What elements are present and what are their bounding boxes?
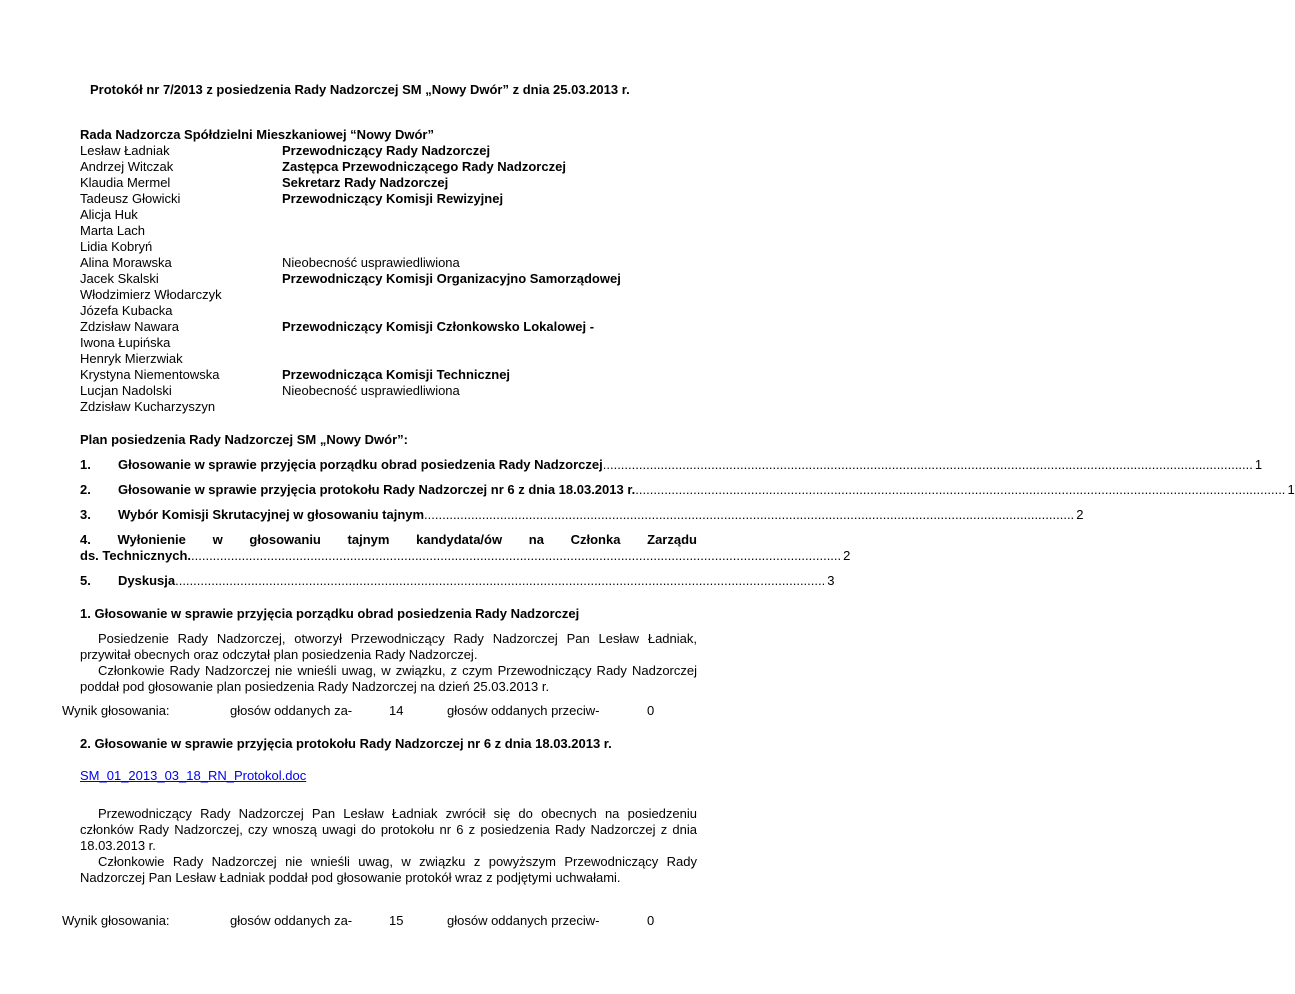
vote-label: Wynik głosowania: bbox=[62, 703, 170, 718]
member-role: Nieobecność usprawiedliwiona bbox=[282, 255, 460, 270]
toc-text: Głosowanie w sprawie przyjęcia porządku obrad posiedzenia Rady Nadzorczej bbox=[118, 457, 603, 472]
toc-page: 2 bbox=[1076, 507, 1084, 522]
member-role: Przewodniczący Komisji Organizacyjno Samorządowej bbox=[282, 271, 621, 286]
member-name: Tadeusz Głowicki bbox=[80, 191, 181, 206]
toc-text: Głosowanie w sprawie przyjęcia protokołu Rady Nadzorczej nr 6 z dnia 18.03.2013 r. bbox=[118, 482, 636, 497]
member-name: Alicja Huk bbox=[80, 207, 138, 222]
toc-number: 1. bbox=[80, 457, 91, 472]
section-1-paragraph: Członkowie Rady Nadzorczej nie wnieśli uwag, w związku, z czym Przewodniczący Rady Nadzorczej poddał pod głosowanie plan posiedzenia Rady Nadzorczej na dzień 25.03.2013 r. bbox=[80, 663, 697, 694]
member-name: Jacek Skalski bbox=[80, 271, 159, 286]
member-role: Przewodniczący Komisji Członkowsko Lokalowej - bbox=[282, 319, 595, 334]
toc-word: Wyłonienie bbox=[117, 532, 186, 547]
section-1-heading: 1. Głosowanie w sprawie przyjęcia porządku obrad posiedzenia Rady Nadzorczej bbox=[80, 606, 580, 621]
toc-text: Dyskusja bbox=[118, 573, 176, 588]
member-name: Lesław Ładniak bbox=[80, 143, 170, 158]
member-role: Sekretarz Rady Nadzorczej bbox=[282, 175, 449, 190]
section-2-paragraph: Członkowie Rady Nadzorczej nie wnieśli uwag, w związku z powyższym Przewodniczący Rady Nadzorczej Pan Lesław Ładniak poddał pod głosowanie protokół wraz z podjętymi uchwałami. bbox=[80, 854, 697, 885]
toc-leader: .................................................................................................................................................................................... bbox=[602, 457, 1253, 472]
vote-against-label: głosów oddanych przeciw- bbox=[447, 703, 600, 718]
toc-word: kandydata/ów bbox=[416, 532, 503, 547]
toc-item[interactable] bbox=[80, 507, 1084, 523]
member-name: Lucjan Nadolski bbox=[80, 383, 172, 398]
toc-word: Członka bbox=[570, 532, 621, 547]
toc-text: Wybór Komisji Skrutacyjnej w głosowaniu tajnym bbox=[118, 507, 425, 522]
toc-word: 4. bbox=[80, 532, 91, 547]
vote-against-value: 0 bbox=[647, 913, 655, 928]
vote-label: Wynik głosowania: bbox=[62, 913, 170, 928]
toc-number: 2. bbox=[80, 482, 91, 497]
toc-leader: .................................................................................................................................................................................... bbox=[191, 548, 842, 563]
toc-item[interactable] bbox=[80, 573, 835, 589]
toc-leader: .................................................................................................................................................................................... bbox=[175, 573, 826, 588]
member-role: Przewodnicząca Komisji Technicznej bbox=[282, 367, 511, 382]
toc-item[interactable] bbox=[80, 482, 1295, 498]
member-name: Henryk Mierzwiak bbox=[80, 351, 183, 366]
member-name: Marta Lach bbox=[80, 223, 146, 238]
toc-item-4-line1[interactable] bbox=[80, 532, 697, 548]
member-name: Klaudia Mermel bbox=[80, 175, 171, 190]
toc-word: Zarządu bbox=[647, 532, 697, 547]
council-title: Rada Nadzorcza Spółdzielni Mieszkaniowej “Nowy Dwór” bbox=[80, 127, 434, 142]
protocol-document-link[interactable]: SM_01_2013_03_18_RN_Protokol.doc bbox=[80, 768, 307, 783]
toc-word: na bbox=[528, 532, 544, 547]
toc-text: ds. Technicznych. bbox=[80, 548, 192, 563]
member-role: Zastępca Przewodniczącego Rady Nadzorczej bbox=[282, 159, 566, 174]
toc-item[interactable] bbox=[80, 457, 1263, 473]
section-1-paragraph: Posiedzenie Rady Nadzorczej, otworzył Przewodniczący Rady Nadzorczej Pan Lesław Ładniak, przywitał obecnych oraz odczytał plan posiedzenia Rady Nadzorczej. bbox=[80, 631, 697, 662]
section-2-heading: 2. Głosowanie w sprawie przyjęcia protokołu Rady Nadzorczej nr 6 z dnia 18.03.2013 r. bbox=[80, 736, 612, 751]
member-role: Przewodniczący Komisji Rewizyjnej bbox=[282, 191, 504, 206]
member-name: Zdzisław Kucharzyszyn bbox=[80, 399, 216, 414]
toc-leader: .................................................................................................................................................................................... bbox=[424, 507, 1075, 522]
member-name: Krystyna Niementowska bbox=[80, 367, 220, 382]
toc-word: głosowaniu bbox=[249, 532, 321, 547]
member-role: Przewodniczący Rady Nadzorczej bbox=[282, 143, 491, 158]
vote-for-value: 15 bbox=[389, 913, 404, 928]
section-2-paragraph: Przewodniczący Rady Nadzorczej Pan Lesław Ładniak zwrócił się do obecnych na posiedzeniu członków Rady Nadzorczej, czy wnoszą uwagi do protokołu nr 6 z posiedzenia Rady Nadzorczej z dnia 18.03.2013 r. bbox=[80, 806, 697, 853]
toc-page: 3 bbox=[827, 573, 835, 588]
vote-for-value: 14 bbox=[389, 703, 404, 718]
toc-page: 2 bbox=[843, 548, 851, 563]
toc-page: 1 bbox=[1287, 482, 1295, 497]
toc-page: 1 bbox=[1254, 457, 1263, 472]
member-name: Andrzej Witczak bbox=[80, 159, 174, 174]
toc-word: w bbox=[212, 532, 223, 547]
member-role: Nieobecność usprawiedliwiona bbox=[282, 383, 460, 398]
member-name: Włodzimierz Włodarczyk bbox=[80, 287, 222, 302]
member-name: Iwona Łupińska bbox=[80, 335, 171, 350]
vote-against-label: głosów oddanych przeciw- bbox=[447, 913, 600, 928]
toc-item-4-line2[interactable] bbox=[80, 548, 851, 564]
member-name: Zdzisław Nawara bbox=[80, 319, 179, 334]
member-name: Lidia Kobryń bbox=[80, 239, 153, 254]
toc-word: tajnym bbox=[347, 532, 390, 547]
vote-against-value: 0 bbox=[647, 703, 655, 718]
toc-number: 5. bbox=[80, 573, 91, 588]
member-name: Alina Morawska bbox=[80, 255, 172, 270]
plan-title: Plan posiedzenia Rady Nadzorczej SM „Nowy Dwór”: bbox=[80, 432, 408, 447]
vote-for-label: głosów oddanych za- bbox=[230, 703, 353, 718]
toc-leader: .................................................................................................................................................................................... bbox=[635, 482, 1286, 497]
vote-for-label: głosów oddanych za- bbox=[230, 913, 353, 928]
protocol-title: Protokół nr 7/2013 z posiedzenia Rady Nadzorczej SM „Nowy Dwór” z dnia 25.03.2013 r. bbox=[90, 82, 630, 97]
member-name: Józefa Kubacka bbox=[80, 303, 173, 318]
toc-number: 3. bbox=[80, 507, 91, 522]
